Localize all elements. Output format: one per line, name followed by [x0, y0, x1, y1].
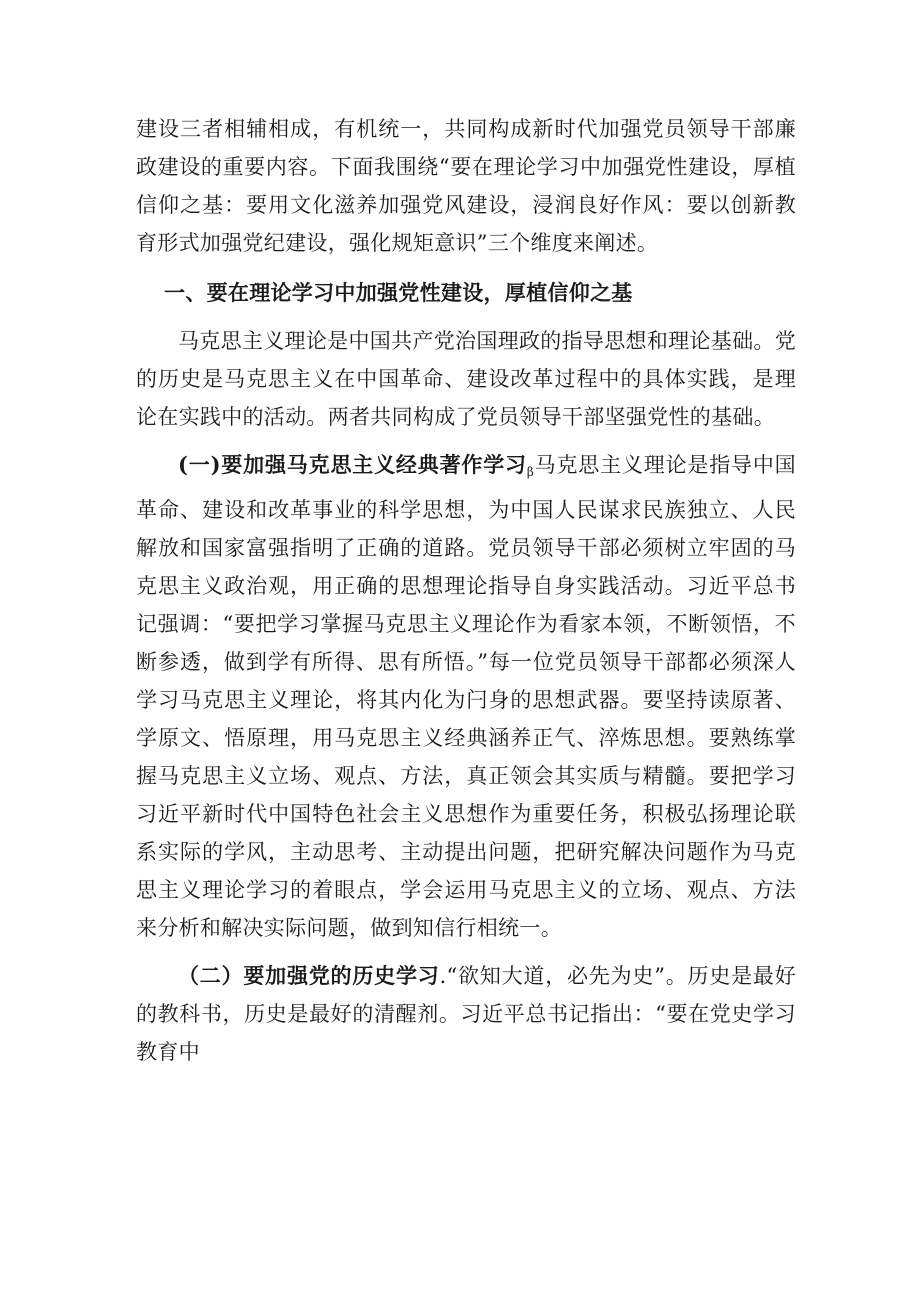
spacer: [136, 312, 796, 322]
theory-paragraph: 马克思主义理论是中国共产党治国理政的指导思想和理论基础。党的历史是马克思主义在中国革命、建设改革过程中的具体实践，是理论在实践中的活动。两者共同构成了党员领导干部坚强党性的基础。: [136, 329, 796, 429]
subsection-2-title: （二）要加强党的历史学习: [178, 963, 440, 988]
spacer: [136, 947, 796, 957]
section-heading-1: 一、要在理论学习中加强党性建设，厚植信仰之基: [164, 280, 633, 305]
subsection-1-paragraph: [136, 446, 796, 947]
spacer: [136, 262, 796, 274]
subsection-1-title: (一)要加强马克思主义经典著作学习: [178, 452, 527, 477]
subsection-1-mark: β: [526, 465, 535, 479]
spacer: [136, 436, 796, 446]
subsection-2-body: .“欲知大道，必先为史”。历史是最好的教科书，历史是最好的清醒剂。习近平总书记指出：“要在党史学习教育中: [136, 964, 797, 1064]
document-body: [136, 110, 796, 1071]
subsection-1-body: 马克思主义理论是指导中国革命、建设和改革事业的科学思想，为中国人民谋求民族独立、人民解放和国家富强指明了正确的道路。党员领导干部必须树立牢固的马克思主义政治观，用正确的思想理论指导自身实践活动。习近平总书记强调：“要把学习掌握马克思主义理论作为看家本领，不断领悟，不断参透，做到学有所得、思有所悟。”每一位党员领导干部都必须深人学习马克思主义理论，将其内化为闩身的思想武器。要坚持读原著、学原文、悟原理，用马克思主义经典涵养正气、淬炼思想。要熟练掌握马克思主义立场、观点、方法，真正领会其实质与精髓。要把学习习近平新时代中国特色社会主义思想作为重要任务，积极弘扬理论联系实际的学风，主动思考、主动提出问题，把研究解决问题作为马克思主义理论学习的着眼点，学会运用马克思主义的立场、观点、方法来分析和解决实际问题，做到知信行相统一。: [136, 453, 796, 940]
intro-paragraph: 建设三者相辅相成，有机统一，共同构成新时代加强党员领导干部廉政建设的重要内容。下面我围绕“要在理论学习中加强党性建设，厚植信仰之基：要用文化滋养加强党风建设，浸润良好作风：要以创新教育形式加强党纪建设，强化规矩意识”三个维度来阐述。: [136, 117, 796, 255]
subsection-2-paragraph: [136, 957, 796, 1071]
